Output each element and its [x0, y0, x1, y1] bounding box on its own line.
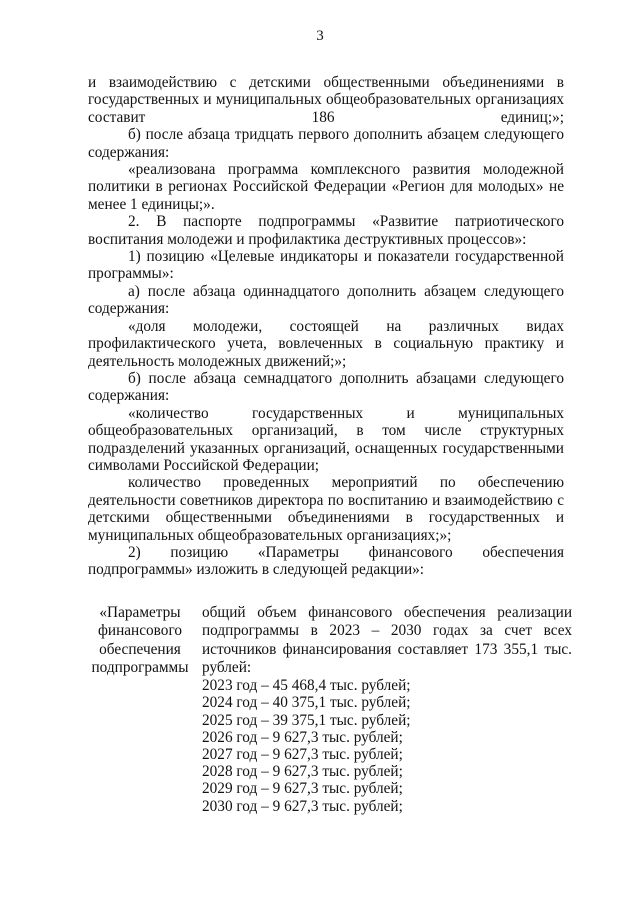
table-label: «Параметры финансового обеспечения подпрограммы — [91, 604, 189, 676]
document-body — [88, 74, 564, 579]
table-value — [202, 604, 572, 815]
year-amount-line: 2024 год – 40 375,1 тыс. рублей; — [202, 694, 411, 712]
paragraph: «реализована программа комплексного развития молодежной политики в регионах Российской Федерации «Регион для молодых» не менее 1 единицы;». — [88, 161, 564, 213]
paragraph: б) после абзаца семнадцатого дополнить абзацами следующего содержания: — [88, 369, 564, 405]
paragraph: и взаимодействию с детскими общественными объединениями в государственных и муниципальных общеобразовательных организациях составит 186 единиц;»; — [88, 74, 564, 126]
paragraph: «доля молодежи, состоящей на различных видах профилактического учета, вовлеченных в социальную практику и деятельность молодежных движений;»; — [88, 317, 564, 370]
year-amount-line: 2026 год – 9 627,3 тыс. рублей; — [202, 728, 403, 746]
year-amount-line: 2025 год – 39 375,1 тыс. рублей; — [202, 711, 411, 729]
paragraph: 2) позицию «Параметры финансового обеспечения подпрограммы» изложить в следующей редакции»: — [88, 543, 564, 579]
year-amount-line: 2030 год – 9 627,3 тыс. рублей; — [202, 797, 403, 815]
paragraph: 1) позицию «Целевые индикаторы и показатели государственной программы»: — [88, 248, 564, 283]
paragraph: а) после абзаца одиннадцатого дополнить абзацем следующего содержания: — [88, 282, 564, 318]
page-number: 3 — [316, 28, 324, 44]
paragraph: б) после абзаца тридцать первого дополнить абзацем следующего содержания: — [88, 126, 564, 161]
year-amount-line: 2027 год – 9 627,3 тыс. рублей; — [202, 746, 403, 763]
year-amount-line: 2029 год – 9 627,3 тыс. рублей; — [202, 780, 403, 798]
paragraph: «количество государственных и муниципальных общеобразовательных организаций, в том числе структурных подразделений указанных организаций, оснащенных государственными символами Российской Федерации; — [88, 404, 564, 474]
financing-total-text: общий объем финансового обеспечения реализации подпрограммы в 2023 – 2030 годах за счет всех источников финансирования составляет 173 355,1 тыс. рублей: — [202, 604, 572, 676]
paragraph: 2. В паспорте подпрограммы «Развитие патриотического воспитания молодежи и профилактика деструктивных процессов»: — [88, 213, 564, 248]
year-amount-line: 2028 год – 9 627,3 тыс. рублей; — [202, 763, 403, 781]
year-amount-line: 2023 год – 45 468,4 тыс. рублей; — [202, 677, 411, 695]
paragraph: количество проведенных мероприятий по обеспечению деятельности советников директора по воспитанию и взаимодействию с детскими общественными объединениями в государственных и муниципальных общеобразовательных организациях;»; — [88, 474, 564, 544]
